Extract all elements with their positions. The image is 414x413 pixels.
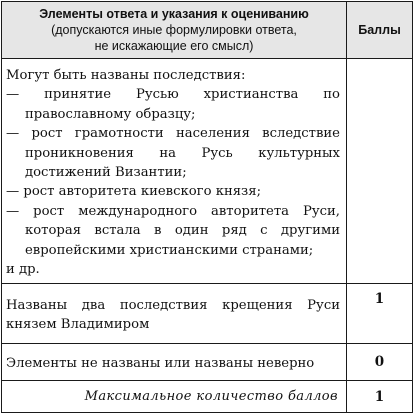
max-score-row bbox=[2, 381, 413, 413]
header-title: Элементы ответа и указания к оцениванию bbox=[39, 7, 309, 21]
criterion-row bbox=[2, 344, 413, 381]
criterion-row bbox=[2, 284, 413, 344]
answer-intro: Могут быть названы последствия: bbox=[6, 68, 246, 83]
criterion-score: 1 bbox=[347, 284, 413, 344]
grading-table bbox=[1, 1, 413, 413]
header-subtitle-line1: (допускаются иные формулировки ответа, bbox=[51, 23, 297, 37]
header-subtitle-line2: не искажающие его смысл) bbox=[94, 39, 254, 53]
max-score-label: Максимальное количество баллов bbox=[2, 381, 347, 413]
answer-elements-score-cell bbox=[347, 59, 413, 284]
answer-item: — принятие Русью христианства по православному образцу; bbox=[6, 87, 340, 122]
answer-item: — рост международного авторитета Руси, которая встала в один ряд с другими европейскими христианскими странами; bbox=[6, 203, 340, 258]
max-score-value: 1 bbox=[347, 381, 413, 413]
criterion-text: Названы два последствия крещения Руси князем Владимиром bbox=[2, 284, 347, 344]
answer-elements-cell bbox=[2, 59, 347, 284]
answer-elements-header bbox=[2, 2, 347, 59]
answer-item: — рост авторитета киевского князя; bbox=[6, 184, 262, 200]
answer-item: — рост грамотности населения вследствие проникновения на Русь культурных достижений Византии; bbox=[6, 126, 340, 181]
criterion-score: 0 bbox=[347, 344, 413, 381]
criterion-text: Элементы не названы или названы неверно bbox=[2, 344, 347, 381]
answer-elements-row bbox=[2, 59, 413, 284]
table-header-row bbox=[2, 2, 413, 59]
score-column-header: Баллы bbox=[347, 2, 413, 59]
answer-etc: и др. bbox=[6, 262, 40, 278]
